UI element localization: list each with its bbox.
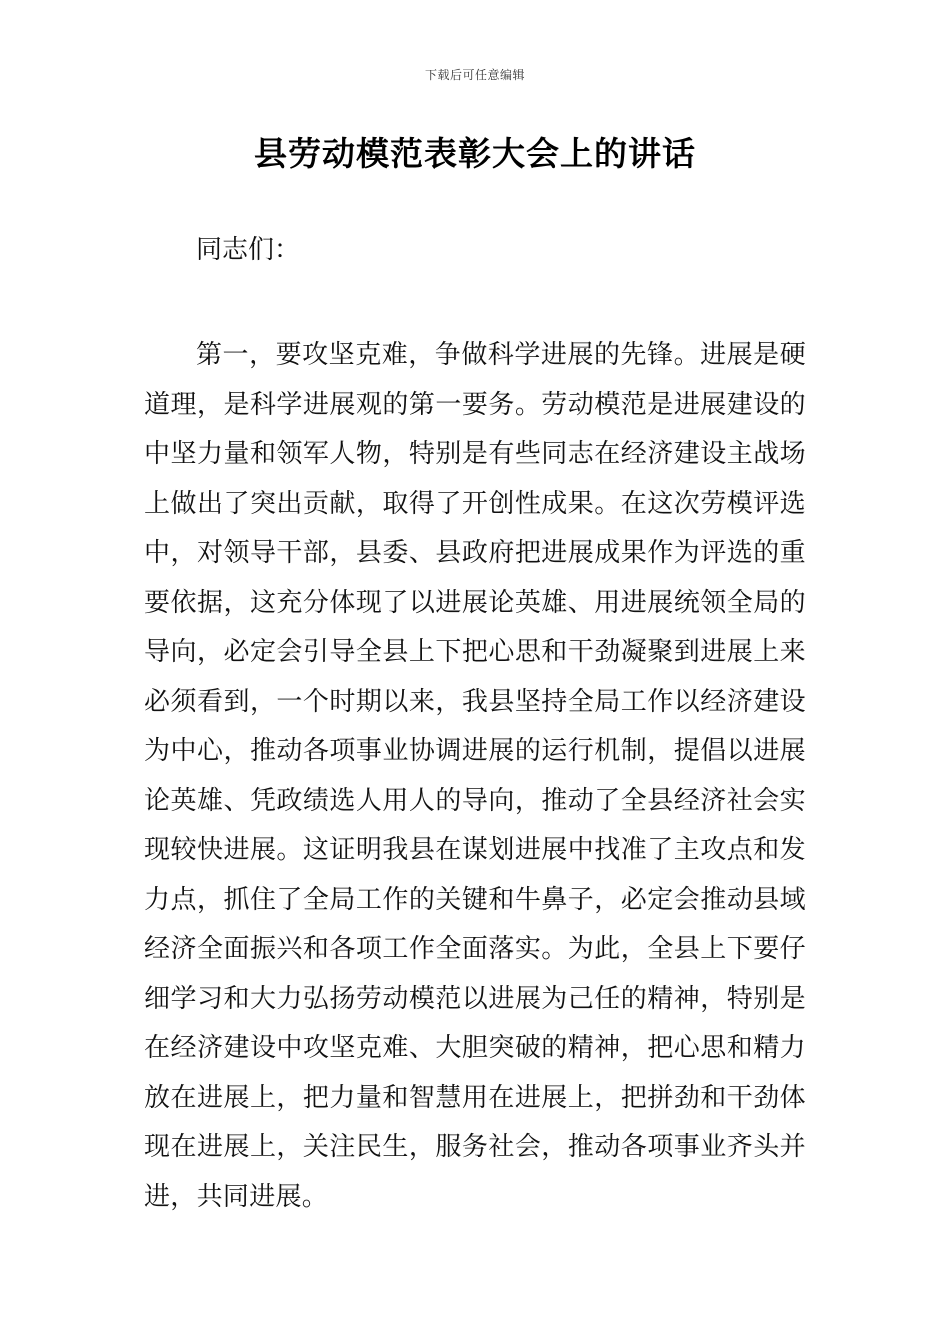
- document-title: 县劳动模范表彰大会上的讲话: [254, 134, 696, 173]
- salutation: 同志们：: [196, 235, 301, 265]
- header-note: 下载后可任意编辑: [424, 68, 525, 82]
- body-paragraph: 第一，要攻坚克难，争做科学进展的先锋。进展是硬道理，是科学进展观的第一要务。劳动模范是进展建设的中坚力量和领军人物，特别是有些同志在经济建设主战场上做出了突出贡献，取得了开创性成果。在这次劳模评选中，对领导干部，县委、县政府把进展成果作为评选的重要依据，这充分体现了以进展论英雄、用进展统领全局的导向，必定会引导全县上下把心思和干劲凝聚到进展上来必须看到，一个时期以来，我县坚持全局工作以经济建设为中心，推动各项事业协调进展的运行机制，提倡以进展论英雄、凭政绩选人用人的导向，推动了全县经济社会实现较快进展。这证明我县在谋划进展中找准了主攻点和发力点，抓住了全局工作的关键和牛鼻子，必定会推动县域经济全面振兴和各项工作全面落实。为此，全县上下要仔细学习和大力弘扬劳动模范以进展为己任的精神，特别是在经济建设中攻坚克难、大胆突破的精神，把心思和精力放在进展上，把力量和智慧用在进展上，把拼劲和干劲体现在进展上，关注民生，服务社会，推动各项事业齐头并进，共同进展。: [144, 340, 806, 1212]
